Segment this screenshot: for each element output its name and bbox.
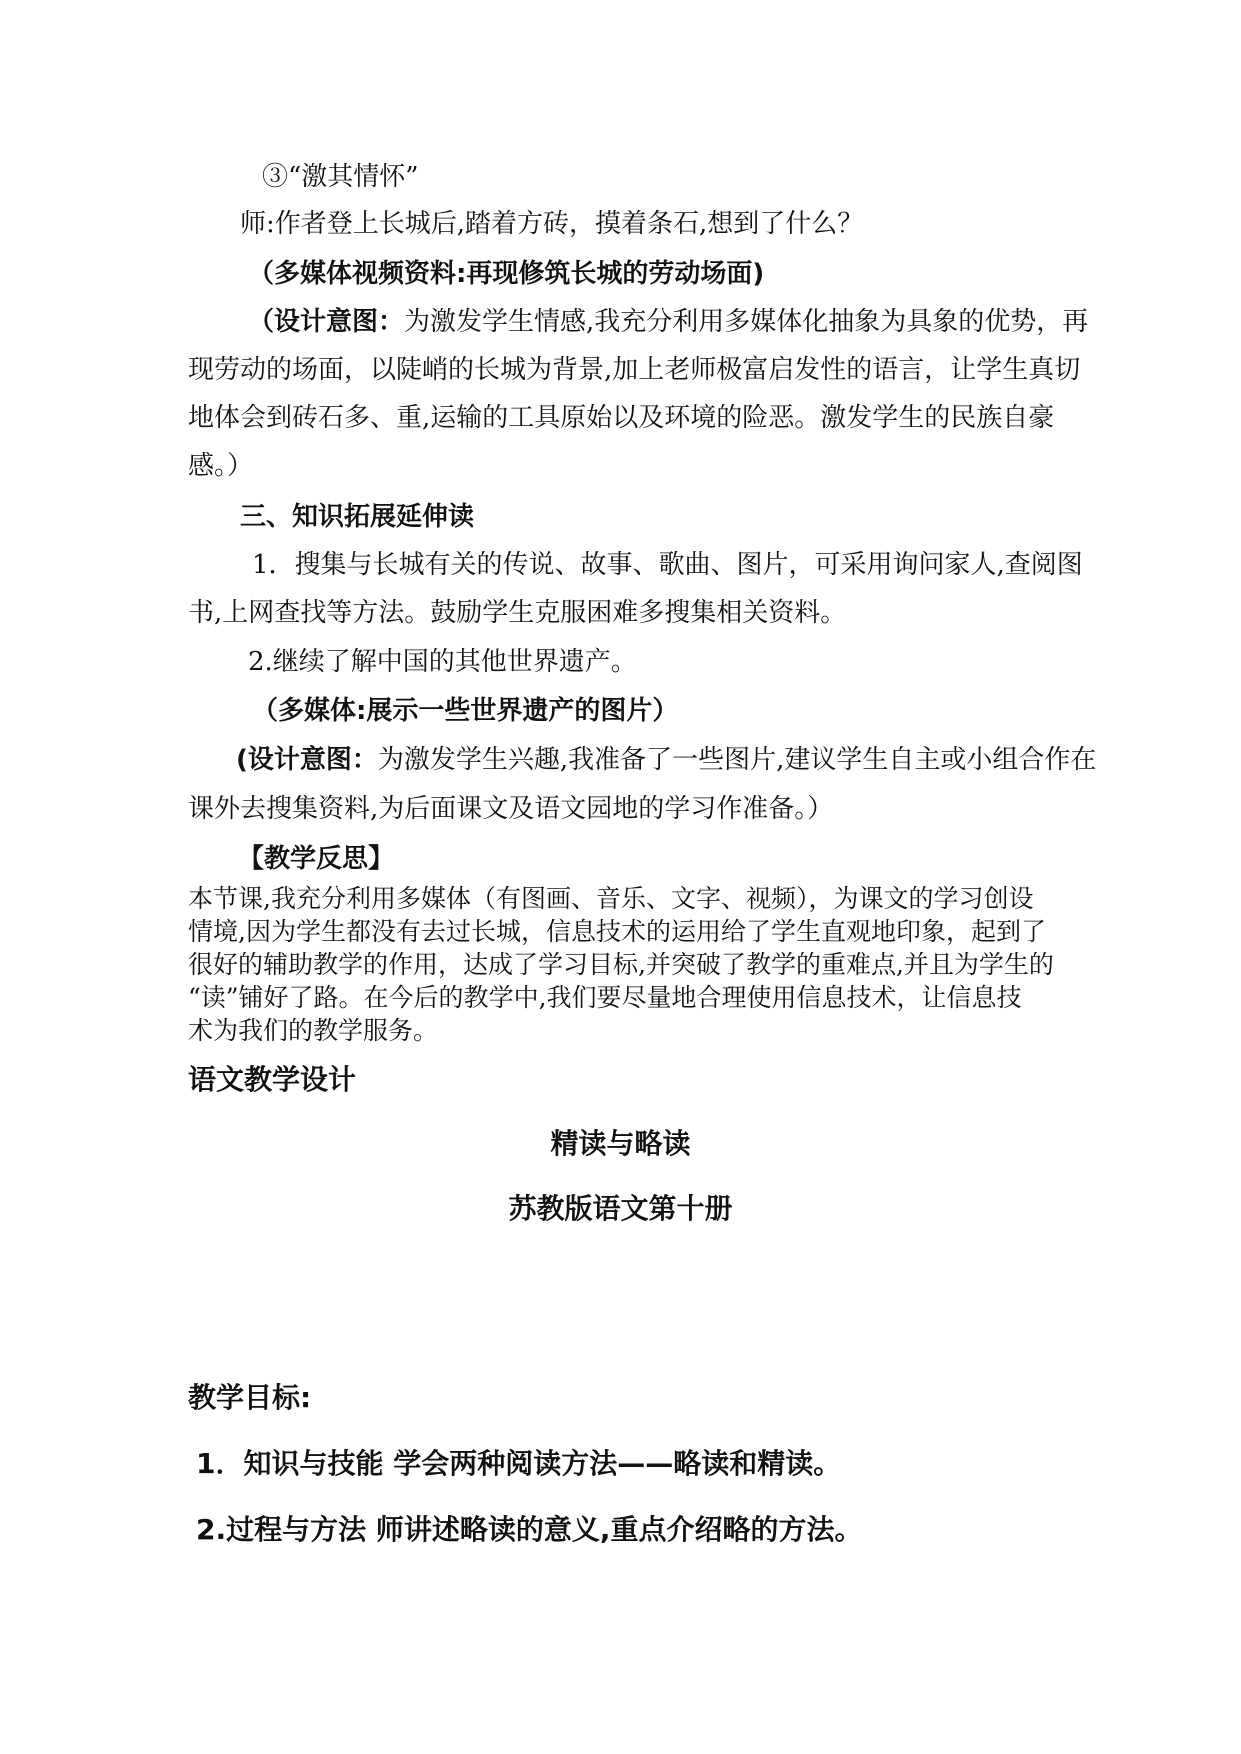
lesson-title: 精读与略读 bbox=[550, 1127, 691, 1160]
design-intent-label: （设计意图： bbox=[248, 307, 405, 337]
design-intent-line: 地体会到砖石多、重,运输的工具原始以及环境的险恶。激发学生的民族自豪 bbox=[188, 403, 1055, 433]
design-intent-line: 课外去搜集资料,为后面课文及语文园地的学习作准备。） bbox=[188, 794, 834, 824]
design-intent-line: 现劳动的场面，以陡峭的长城为背景,加上老师极富启发性的语言，让学生真切 bbox=[188, 355, 1081, 385]
goal-item-2: 2.过程与方法 师讲述略读的意义,重点介绍略的方法。 bbox=[196, 1513, 863, 1546]
extension-item-2: 2.继续了解中国的其他世界遗产。 bbox=[248, 647, 637, 677]
design-intent-label: (设计意图： bbox=[236, 745, 378, 775]
design-heading: 语文教学设计 bbox=[188, 1063, 357, 1096]
design-intent-line: 感。） bbox=[188, 451, 254, 481]
lesson-subtitle: 苏教版语文第十册 bbox=[508, 1192, 733, 1225]
design-intent-line bbox=[248, 305, 1088, 339]
reflection-line: 情境,因为学生都没有去过长城，信息技术的运用给了学生直观地印象，起到了 bbox=[188, 917, 1046, 946]
section-heading-3: ③“激其情怀” bbox=[262, 162, 419, 192]
goals-heading: 教学目标: bbox=[188, 1381, 312, 1414]
media-note-images: （多媒体:展示一些世界遗产的图片） bbox=[252, 696, 679, 726]
media-note-video: （多媒体视频资料:再现修筑长城的劳动场面) bbox=[248, 259, 765, 289]
extension-item-1: 1．搜集与长城有关的传说、故事、歌曲、图片，可采用询问家人,查阅图 bbox=[252, 550, 1083, 580]
reflection-line: “读”铺好了路。在今后的教学中,我们要尽量地合理使用信息技术，让信息技 bbox=[188, 983, 1022, 1012]
design-intent-text: 为激发学生兴趣,我准备了一些图片,建议学生自主或小组合作在 bbox=[377, 745, 1097, 775]
reflection-heading: 【教学反思】 bbox=[238, 844, 395, 874]
teacher-question: 师:作者登上长城后,踏着方砖，摸着条石,想到了什么？ bbox=[240, 209, 864, 239]
reflection-line: 本节课,我充分利用多媒体（有图画、音乐、文字、视频），为课文的学习创设 bbox=[188, 884, 1034, 913]
section-heading-extension: 三、知识拓展延伸读 bbox=[240, 502, 475, 532]
design-intent-text: 为激发学生情感,我充分利用多媒体化抽象为具象的优势，再 bbox=[404, 307, 1089, 337]
reflection-line: 很好的辅助教学的作用，达成了学习目标,并突破了教学的重难点,并且为学生的 bbox=[188, 950, 1054, 979]
reflection-line: 术为我们的教学服务。 bbox=[188, 1016, 439, 1045]
goal-item-1: 1．知识与技能 学会两种阅读方法——略读和精读。 bbox=[196, 1447, 842, 1480]
extension-item-1-cont: 书,上网查找等方法。鼓励学生克服困难多搜集相关资料。 bbox=[188, 598, 847, 628]
design-intent-line bbox=[236, 743, 1096, 777]
